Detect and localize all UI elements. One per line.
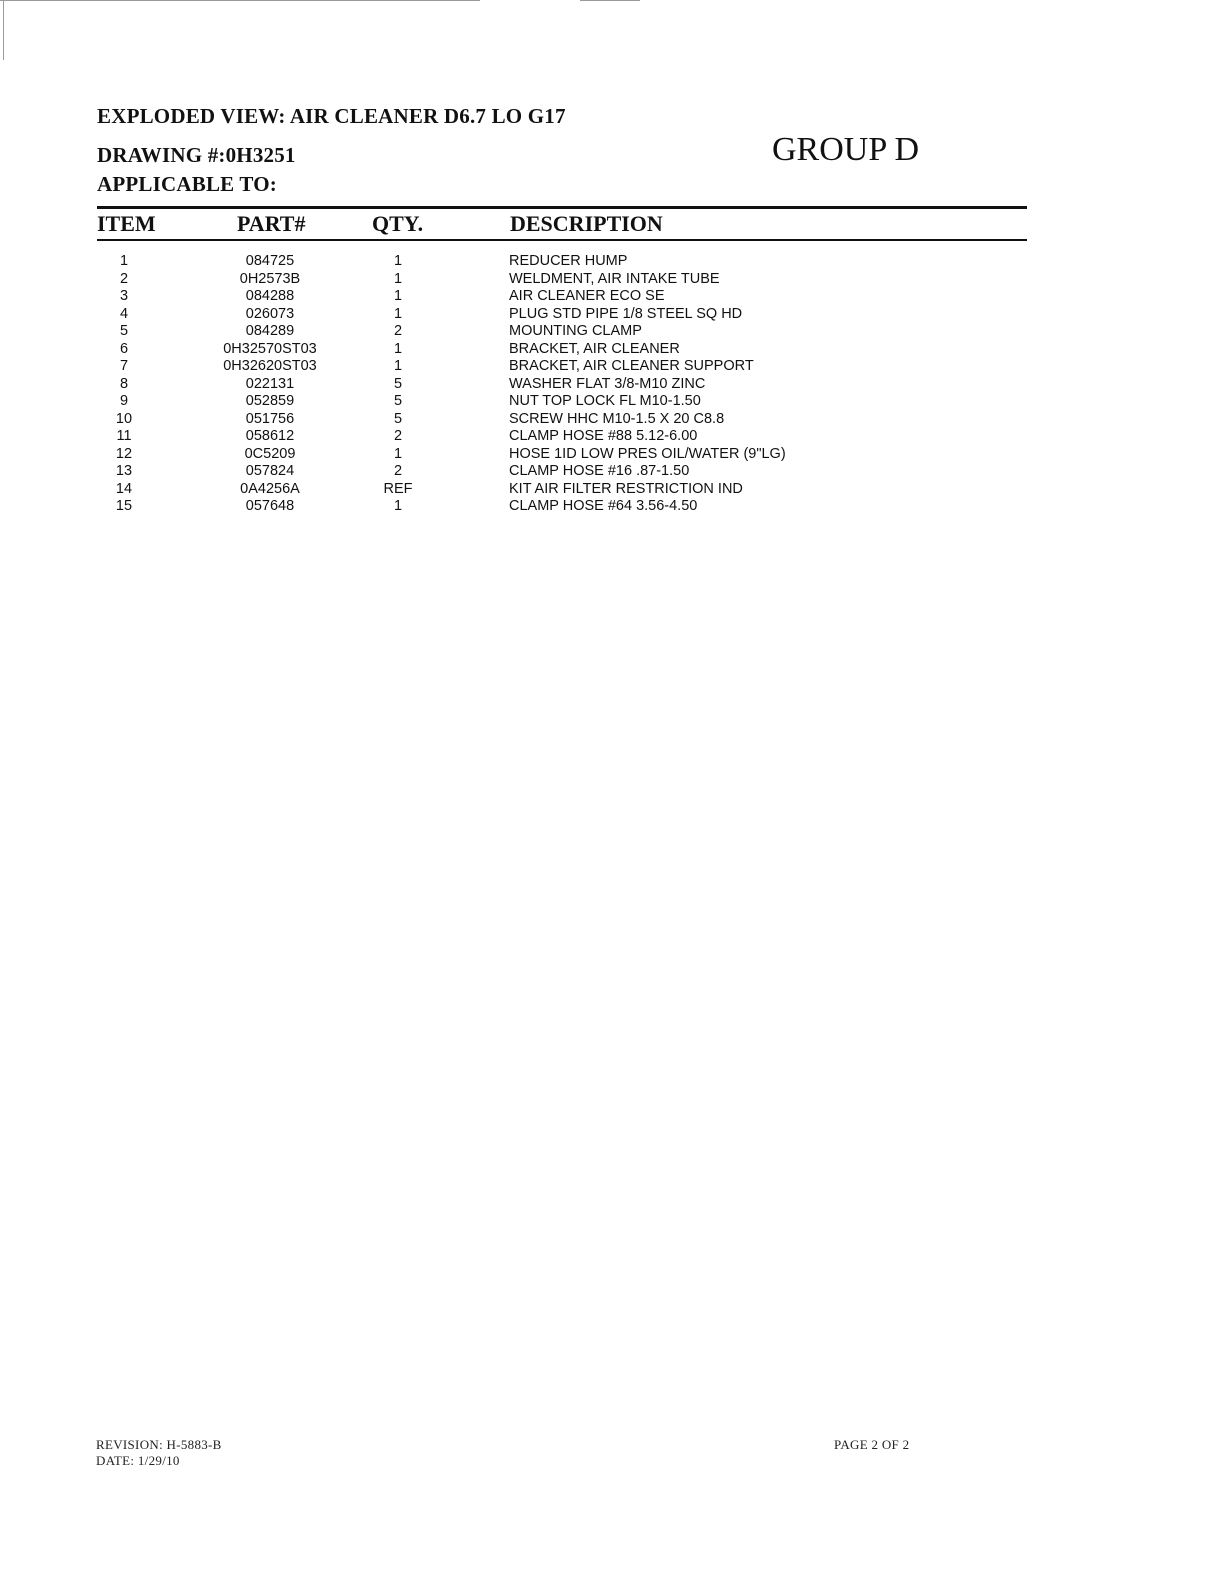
cell-item: 1 (119, 253, 129, 269)
cell-description: CLAMP HOSE #64 3.56-4.50 (509, 498, 698, 514)
cell-part: 0H2573B (239, 270, 301, 287)
cell-description: WASHER FLAT 3/8-M10 ZINC (509, 375, 706, 392)
cell-part: 057648 (245, 498, 295, 514)
cell-item: 5 (119, 323, 129, 339)
column-header-description: DESCRIPTION (510, 211, 663, 236)
cell-description: PLUG STD PIPE 1/8 STEEL SQ HD (509, 305, 743, 322)
cell-qty: 1 (393, 358, 403, 374)
cell-part: 026073 (245, 305, 295, 322)
revision-label: REVISION: H-5883-B (96, 1437, 222, 1452)
scan-edge-top-right (580, 0, 640, 1)
cell-qty: 1 (393, 498, 403, 514)
cell-qty: 5 (393, 375, 403, 392)
cell-item: 10 (115, 410, 133, 427)
column-header-qty: QTY. (372, 211, 424, 236)
cell-part: 022131 (245, 375, 295, 392)
page-title: EXPLODED VIEW: AIR CLEANER D6.7 LO G17 (97, 104, 566, 128)
cell-description: HOSE 1ID LOW PRES OIL/WATER (9"LG) (509, 445, 786, 462)
cell-qty: 1 (393, 253, 403, 269)
cell-description: MOUNTING CLAMP (509, 323, 642, 339)
cell-item: 6 (119, 340, 129, 357)
cell-item: 13 (115, 463, 133, 479)
applicable-to: APPLICABLE TO: (97, 172, 277, 196)
cell-part: 0H32620ST03 (223, 358, 317, 374)
cell-item: 4 (119, 305, 129, 322)
column-header-item: ITEM (97, 211, 156, 236)
cell-description: WELDMENT, AIR INTAKE TUBE (509, 270, 720, 287)
cell-item: 14 (115, 480, 133, 497)
cell-description: REDUCER HUMP (509, 253, 628, 269)
cell-item: 15 (115, 498, 133, 514)
cell-part: 052859 (245, 393, 295, 409)
cell-description: AIR CLEANER ECO SE (509, 288, 665, 304)
cell-description: SCREW HHC M10-1.5 X 20 C8.8 (509, 410, 725, 427)
cell-qty: 1 (393, 445, 403, 462)
cell-item: 9 (119, 393, 129, 409)
cell-description: NUT TOP LOCK FL M10-1.50 (509, 393, 701, 409)
cell-part: 0A4256A (240, 480, 300, 497)
scan-edge-top (0, 0, 480, 1)
cell-item: 12 (115, 445, 133, 462)
cell-part: 057824 (245, 463, 295, 479)
cell-item: 8 (119, 375, 129, 392)
page-number: PAGE 2 OF 2 (834, 1437, 910, 1452)
cell-part: 084288 (245, 288, 295, 304)
cell-item: 7 (119, 358, 129, 374)
cell-qty: 1 (393, 340, 403, 357)
column-header-part: PART# (237, 211, 306, 236)
cell-item: 3 (119, 288, 129, 304)
cell-qty: 2 (393, 463, 403, 479)
cell-qty: 5 (393, 393, 403, 409)
date-label: DATE: 1/29/10 (96, 1453, 180, 1468)
header-rule-bottom (97, 239, 1027, 241)
header-rule-top (97, 206, 1027, 209)
cell-item: 2 (119, 270, 129, 287)
cell-qty: 2 (393, 323, 403, 339)
cell-qty: 1 (393, 288, 403, 304)
drawing-number: DRAWING #:0H3251 (97, 143, 296, 167)
cell-part: 051756 (245, 410, 295, 427)
cell-qty: 5 (393, 410, 403, 427)
cell-qty: 1 (393, 305, 403, 322)
cell-description: CLAMP HOSE #88 5.12-6.00 (509, 428, 698, 444)
cell-part: 058612 (245, 428, 295, 444)
cell-qty: REF (383, 480, 413, 497)
cell-part: 0C5209 (244, 445, 296, 462)
scan-edge-left (3, 0, 4, 60)
cell-description: BRACKET, AIR CLEANER (509, 340, 680, 357)
cell-description: BRACKET, AIR CLEANER SUPPORT (509, 358, 754, 374)
cell-item: 11 (116, 428, 132, 444)
cell-part: 084289 (245, 323, 295, 339)
cell-part: 084725 (245, 253, 295, 269)
group-label: GROUP D (772, 131, 920, 168)
cell-qty: 2 (393, 428, 403, 444)
cell-description: CLAMP HOSE #16 .87-1.50 (509, 463, 690, 479)
cell-description: KIT AIR FILTER RESTRICTION IND (509, 480, 743, 497)
cell-part: 0H32570ST03 (223, 340, 317, 357)
cell-qty: 1 (393, 270, 403, 287)
